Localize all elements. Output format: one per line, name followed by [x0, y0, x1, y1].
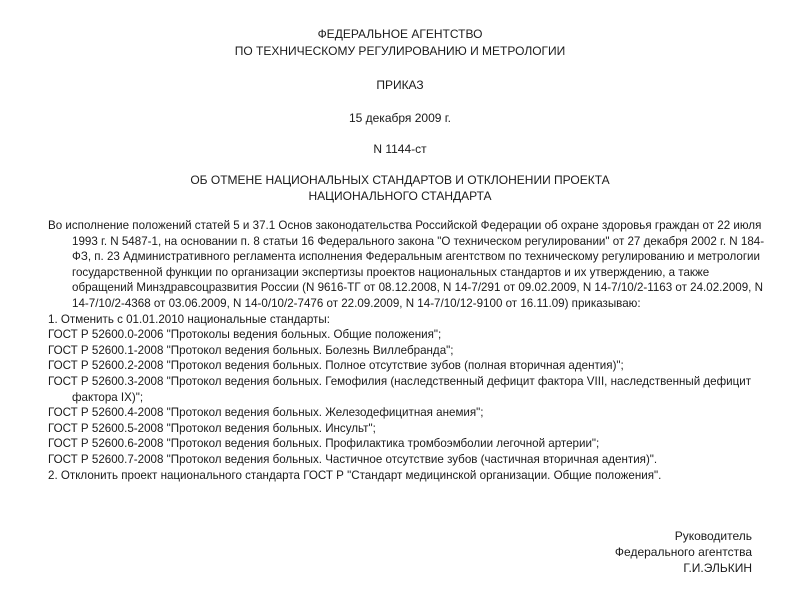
document-number: N 1144-ст	[373, 142, 427, 156]
document-body	[48, 218, 768, 483]
document-title-line2: НАЦИОНАЛЬНОГО СТАНДАРТА	[308, 189, 492, 203]
preamble-paragraph: Во исполнение положений статей 5 и 37.1 Основ законодательства Российской Федерации об охране здоровья граждан от 22 июля 1993 г. N 5487-1, на основании п. 8 статьи 16 Федерального закона "О техническом регулировании" от 27 декабря 2002 г. N 184-ФЗ, п. 23 Административного регламента исполнения Федеральным агентством по техническому регулированию и метрологии государственной функции по организации экспертизы проектов национальных стандартов и их утверждению, а также обращений Минздравсоцразвития России (N 9616-ТГ от 08.12.2008, N 14-7/291 от 09.02.2009, N 14-7/10/2-1163 от 24.02.2009, N 14-7/10/2-4368 от 03.06.2009, N 14-0/10/2-7476 от 22.09.2009, N 14-7/10/12-9100 от 16.11.09) приказываю:	[48, 219, 765, 310]
item1-intro: 1. Отменить с 01.01.2010 национальные стандарты:	[48, 312, 330, 326]
signature-name: Г.И.ЭЛЬКИН	[683, 561, 752, 575]
standard-item: ГОСТ Р 52600.1-2008 "Протокол ведения больных. Болезнь Виллебранда";	[48, 343, 454, 357]
signature-agency: Федерального агентства	[614, 545, 752, 559]
item2-paragraph: 2. Отклонить проект национального стандарта ГОСТ Р "Стандарт медицинской организации. Общие положения".	[48, 468, 662, 482]
standard-item: ГОСТ Р 52600.2-2008 "Протокол ведения больных. Полное отсутствие зубов (полная вторичная адентия)";	[48, 359, 624, 373]
agency-name-line2: ПО ТЕХНИЧЕСКОМУ РЕГУЛИРОВАНИЮ И МЕТРОЛОГИИ	[234, 44, 566, 58]
document-title-line1: ОБ ОТМЕНЕ НАЦИОНАЛЬНЫХ СТАНДАРТОВ И ОТКЛОНЕНИИ ПРОЕКТА	[190, 173, 610, 187]
standard-item: ГОСТ Р 52600.6-2008 "Протокол ведения больных. Профилактика тромбоэмболии легочной артерии";	[48, 437, 600, 451]
standard-item: ГОСТ Р 52600.3-2008 "Протокол ведения больных. Гемофилия (наследственный дефицит фактора VIII, наследственный дефицит фактора IX)";	[48, 374, 752, 404]
document-date: 15 декабря 2009 г.	[348, 111, 452, 125]
standard-item: ГОСТ Р 52600.7-2008 "Протокол ведения больных. Частичное отсутствие зубов (частичная вторичная адентия)".	[48, 452, 658, 466]
standard-item: ГОСТ Р 52600.0-2006 "Протоколы ведения больных. Общие положения";	[48, 328, 442, 342]
agency-name-line1: ФЕДЕРАЛЬНОЕ АГЕНТСТВО	[317, 27, 483, 41]
standard-item: ГОСТ Р 52600.4-2008 "Протокол ведения больных. Железодефицитная анемия";	[48, 406, 484, 420]
signature-position: Руководитель	[674, 529, 752, 543]
signature-block	[615, 528, 752, 576]
standard-item: ГОСТ Р 52600.5-2008 "Протокол ведения больных. Инсульт";	[48, 421, 376, 435]
document-type: ПРИКАЗ	[376, 78, 424, 92]
